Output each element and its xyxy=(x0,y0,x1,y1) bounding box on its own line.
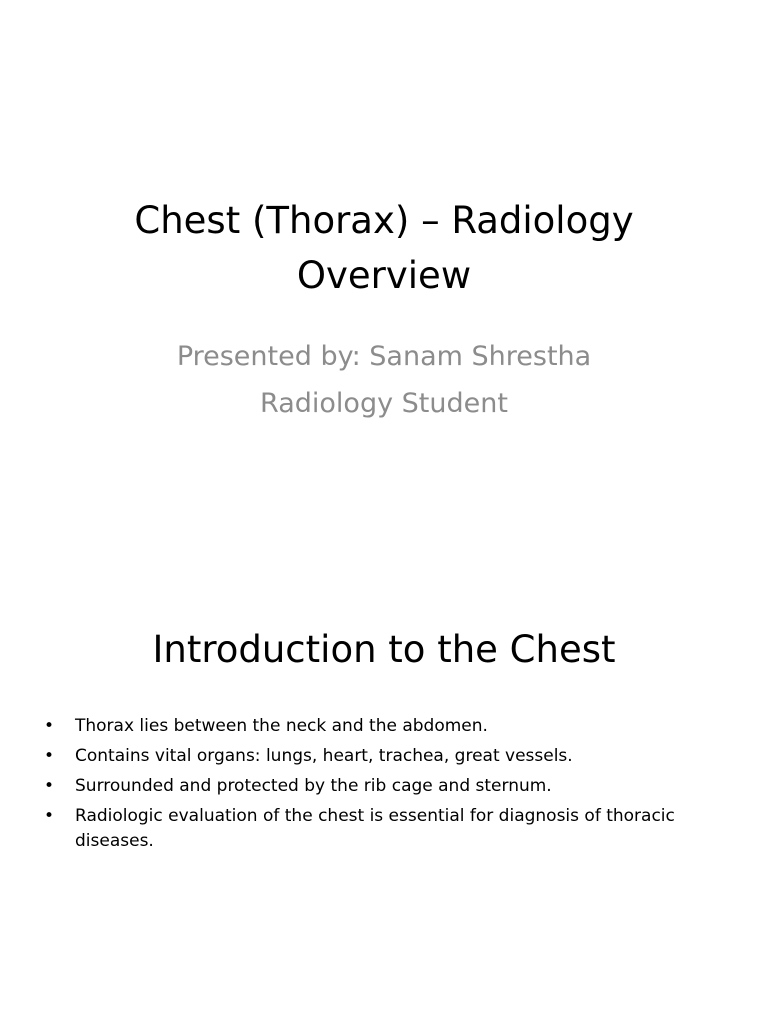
bullet-text: Surrounded and protected by the rib cage and sternum. xyxy=(75,776,552,796)
slide-title-line-1: Chest (Thorax) – Radiology xyxy=(134,199,634,242)
bullet-icon: • xyxy=(44,776,55,796)
bullet-item xyxy=(40,714,700,739)
section-title: Introduction to the Chest xyxy=(152,628,616,671)
presenter-role: Radiology Student xyxy=(260,388,508,419)
bullet-icon: • xyxy=(44,746,55,766)
bullet-item xyxy=(40,774,700,799)
bullet-text: Thorax lies between the neck and the abdomen. xyxy=(75,716,488,736)
bullet-icon: • xyxy=(44,806,55,826)
bullet-list xyxy=(40,714,700,859)
bullet-text: Contains vital organs: lungs, heart, trachea, great vessels. xyxy=(75,746,573,766)
slide-title xyxy=(60,193,708,303)
presenter-line: Presented by: Sanam Shrestha xyxy=(176,341,592,372)
bullet-icon: • xyxy=(44,716,55,736)
introduction-slide xyxy=(0,512,768,1024)
bullet-item xyxy=(40,744,700,769)
slide-title-line-2: Overview xyxy=(296,254,472,297)
slide-subtitle xyxy=(60,333,708,427)
bullet-item xyxy=(40,804,700,854)
bullet-text: Radiologic evaluation of the chest is essential for diagnosis of thoracic diseases. xyxy=(75,806,675,851)
